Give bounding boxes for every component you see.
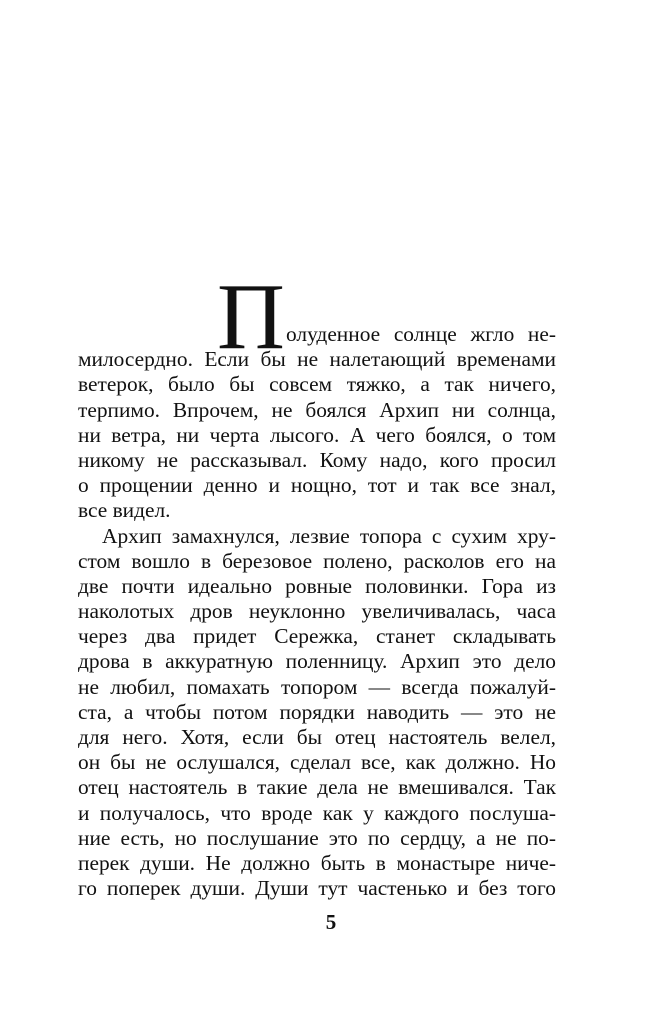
text-line: стом вошло в березовое полено, расколов его на (78, 548, 556, 573)
text-line: никому не рассказывал. Кому надо, кого просил (78, 447, 556, 472)
text-line: все видел. (78, 498, 171, 523)
text-line: ние есть, но послушание это по сердцу, а не по- (78, 825, 556, 850)
page-number: 5 (325, 910, 337, 934)
text-line: Архип замахнулся, лезвие топора с сухим хру- (102, 523, 556, 548)
text-line: о прощении денно и нощно, тот и так все знал, (78, 473, 556, 498)
text-line: не любил, помахать топором — всегда пожалуй- (78, 674, 556, 699)
text-line: го поперек души. Души тут частенько и без того (78, 876, 556, 901)
text-line: милосердно. Если бы не налетающий временами (78, 347, 556, 372)
text-line: терпимо. Впрочем, не боялся Архип ни солнца, (78, 397, 556, 422)
text-line: дрова в аккуратную поленницу. Архип это дело (78, 649, 556, 674)
text-line: для него. Хотя, если бы отец настоятель велел, (78, 725, 556, 749)
text-line: ста, а чтобы потом порядки наводить — это не (78, 699, 556, 724)
text-line: наколотых дров неуклонно увеличивалась, часа (78, 599, 556, 624)
text-line: ветерок, было бы совсем тяжко, а так ничего, (78, 372, 556, 397)
drop-cap: П (217, 265, 285, 369)
text-line: и получалось, что вроде как у каждого послуша- (78, 800, 556, 825)
text-line: перек души. Не должно быть в монастыре ниче- (78, 850, 556, 875)
text-line: ни ветра, ни черта лысого. А чего боялся, о том (78, 422, 556, 447)
body-text (78, 265, 556, 901)
text-line: он бы не ослушался, сделал все, как должно. Но (78, 750, 556, 775)
text-line: отец настоятель в такие дела не вмешивался. Так (78, 775, 556, 800)
text-line: через два придет Сережка, станет складывать (78, 624, 556, 649)
paragraph-1-first-line-text: олуденное солнце жгло не- (286, 322, 556, 346)
text-line: две почти идеально ровные половинки. Гора из (78, 573, 556, 598)
